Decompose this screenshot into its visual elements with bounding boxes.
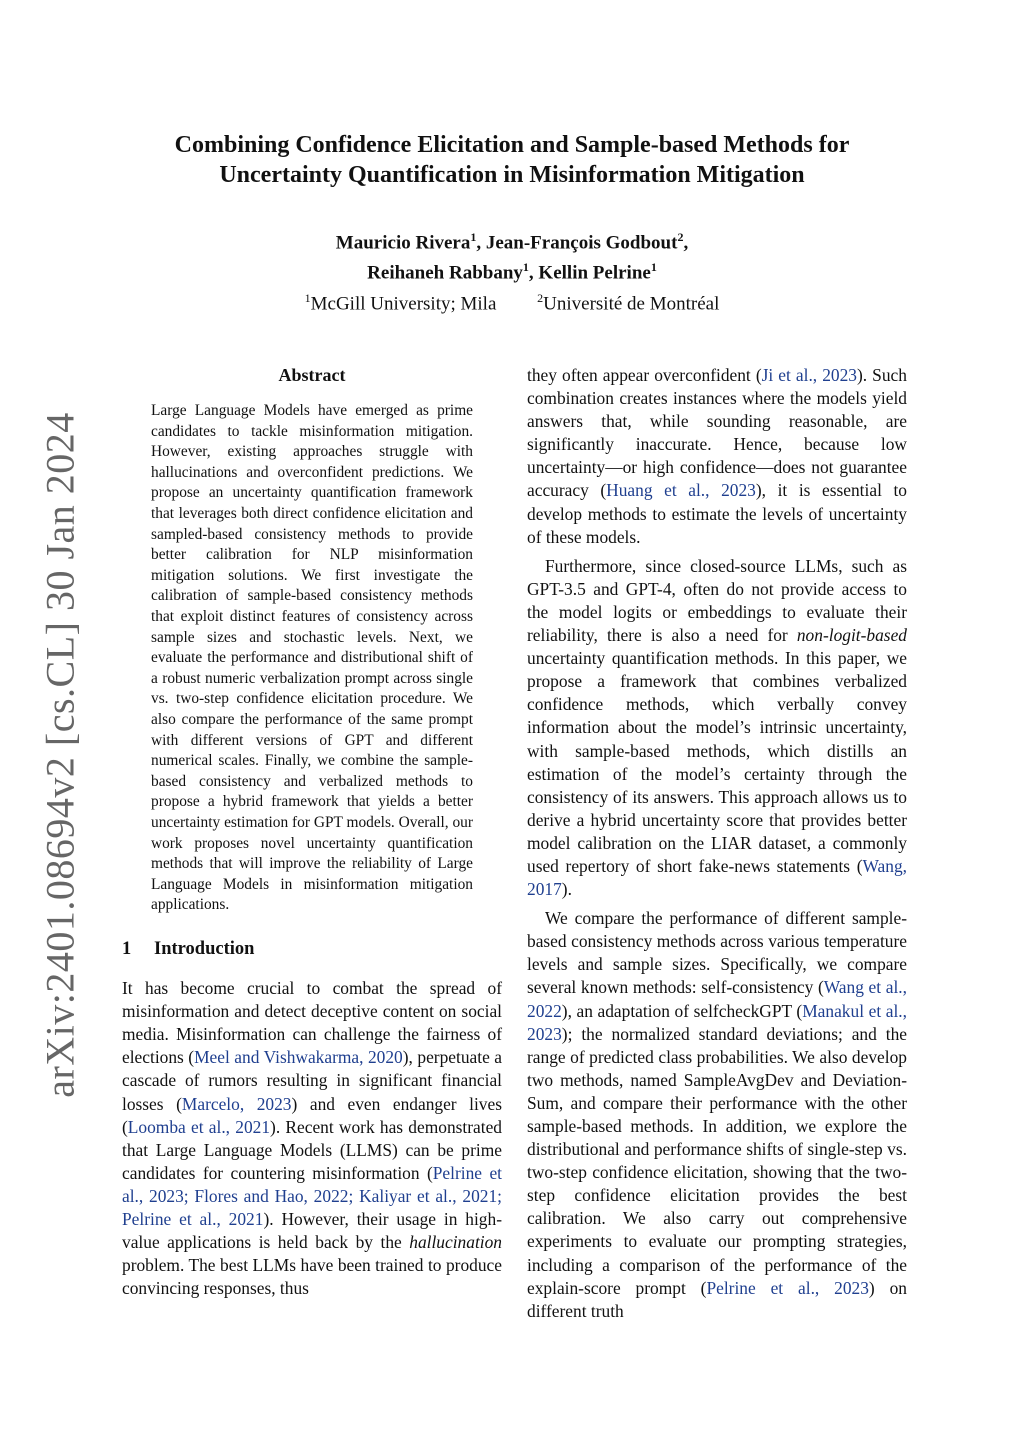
abstract-body: Large Language Models have emerged as prime candidates to tackle misinformation mitigation. However, existing approaches struggle with hallucinations and overconfident predictions. We propose an uncertainty quantification framework that leverages both direct confidence elicitation and sampled-based consistency methods to provide better calibration for NLP misinformation mitigation solutions. We first investigate the calibration of sample-based consistency methods that exploit distinct features of consistency across sample sizes and stochastic levels. Next, we evaluate the performance and distributional shift of a robust numeric verbalization prompt across single vs. two-step confidence elicitation procedure. We also compare the performance of the same prompt with different versions of GPT and different numerical scales. Finally, we combine the sample-based consistency and verbalized methods to propose a hybrid framework that yields a better uncertainty estimation for GPT models. Overall, our work proposes novel uncertainty quantification methods that will improve the reliability of Large Language Models in misinformation mitigation applications.	[151, 402, 473, 914]
left-column	[122, 364, 502, 1306]
right-paragraph-3: We compare the performance of different sample-based consistency methods across various temperature levels and sample sizes. Specifically, we compare several known methods: self-consistency (Wang et al., 2022), an adaptation of selfcheckGPT (Manakul et al., 2023); the normalized standard deviations; and the range of predicted class probabilities. We also develop two methods, named SampleAvgDev and Deviation-Sum, and compare their performance with the other sample-based methods. In addition, we explore the distributional and performance shifts of single-step vs. two-step confidence elicitation, showing that the two-step confidence elicitation provides the best calibration. We also carry out comprehensive experiments to evaluate our prompting strategies, including a comparison of the performance of the explain-score prompt (Pelrine et al., 2023) on different truth	[527, 908, 907, 1321]
affiliation-1: $^1$McGill University; Mila	[304, 290, 497, 314]
citation-link[interactable]: Pelrine et al., 2023; Flores and Hao, 2022; Kaliyar et al., 2021; Pelrine et al., 2021	[122, 1162, 502, 1229]
right-column	[527, 364, 907, 1329]
author-names-line-2: Reihaneh Rabbany$^1$, Kellin Pelrine$^1$	[367, 260, 657, 284]
citation-link[interactable]: Manakul et al., 2023	[527, 1000, 907, 1044]
citation-link[interactable]: Ji et al., 2023	[761, 365, 857, 385]
citation-link[interactable]: Wang et al., 2022	[527, 977, 907, 1021]
affiliation-marker: 1	[522, 260, 529, 275]
citation-link[interactable]: Wang, 2017	[527, 855, 907, 900]
section-title: Introduction	[154, 938, 255, 959]
affiliation-marker: 1	[470, 230, 477, 244]
author-name: Reihaneh Rabbany	[367, 262, 523, 284]
affiliations	[120, 286, 904, 316]
author-name: Mauricio Rivera	[335, 232, 471, 254]
section-heading-introduction	[122, 938, 502, 961]
citation-link[interactable]: Marcelo, 2023	[181, 1093, 292, 1114]
affiliation-marker: 2	[677, 230, 684, 244]
author-name: Kellin Pelrine	[538, 262, 651, 284]
abstract-heading: Abstract	[278, 365, 346, 385]
title-line-1: Combining Confidence Elicitation and Sample-based Methods for	[174, 132, 850, 158]
author-names-line-1: Mauricio Rivera$^1$, Jean-François Godbout$^2$,	[335, 230, 689, 254]
affiliation-marker: 1	[650, 260, 657, 275]
right-paragraph-1: they often appear overconfident (Ji et al., 2023). Such combination creates instances where the models yield answers that, while sounding reasonable, are significantly inaccurate. Hence, because low uncertainty—or high confidence—does not guarantee accuracy (Huang et al., 2023), it is essential to develop methods to estimate the levels of uncertainty of these models.	[527, 365, 908, 547]
citation-link[interactable]: Loomba et al., 2021	[127, 1116, 271, 1137]
affiliation-2: $^2$Université de Montréal	[537, 290, 720, 314]
title-line-2: Uncertainty Quantification in Misinformation Mitigation	[219, 162, 805, 188]
intro-paragraph-1: It has become crucial to combat the spread of misinformation and detect deceptive content on social media. Misinformation can challenge the fairness of elections (Meel and Vishwakarma, 2020), perpetuate a cascade of rumors resulting in significant financial losses (Marcelo, 2023) and even endanger lives (Loomba et al., 2021). Recent work has demonstrated that Large Language Models (LLMS) can be prime candidates for countering misinformation (Pelrine et al., 2023; Flores and Hao, 2022; Kaliyar et al., 2021; Pelrine et al., 2021). However, their usage in high-value applications is held back by the hallucination problem. The best LLMs have been trained to produce convincing responses, thus	[122, 978, 502, 1299]
citation-link[interactable]: Huang et al., 2023	[606, 480, 756, 501]
citation-link[interactable]: Pelrine et al., 2023	[706, 1277, 869, 1298]
author-name: Jean-François Godbout	[485, 232, 678, 254]
right-paragraph-2: Furthermore, since closed-source LLMs, such as GPT-3.5 and GPT-4, often do not provide access to the model logits or embeddings to evaluate their reliability, there is also a need for non-logit-based uncertainty quantification methods. In this paper, we propose a framework that combines verbalized confidence methods, which verbally convey information about the model’s intrinsic uncertainty, with sample-based methods, which distills an estimation of the model’s certainty through the consistency of its answers. This approach allows us to derive a hybrid uncertainty score that provides better model calibration on the LIAR dataset, a commonly used repertory of short fake-news statements (Wang, 2017).	[527, 555, 907, 900]
paper-title	[120, 130, 904, 190]
section-number: 1	[122, 938, 132, 959]
citation-link[interactable]: Meel and Vishwakarma, 2020	[194, 1047, 403, 1068]
author-block	[120, 225, 904, 316]
arxiv-identifier: arXiv:2401.08694v2 [cs.CL] 30 Jan 2024	[37, 412, 83, 1098]
